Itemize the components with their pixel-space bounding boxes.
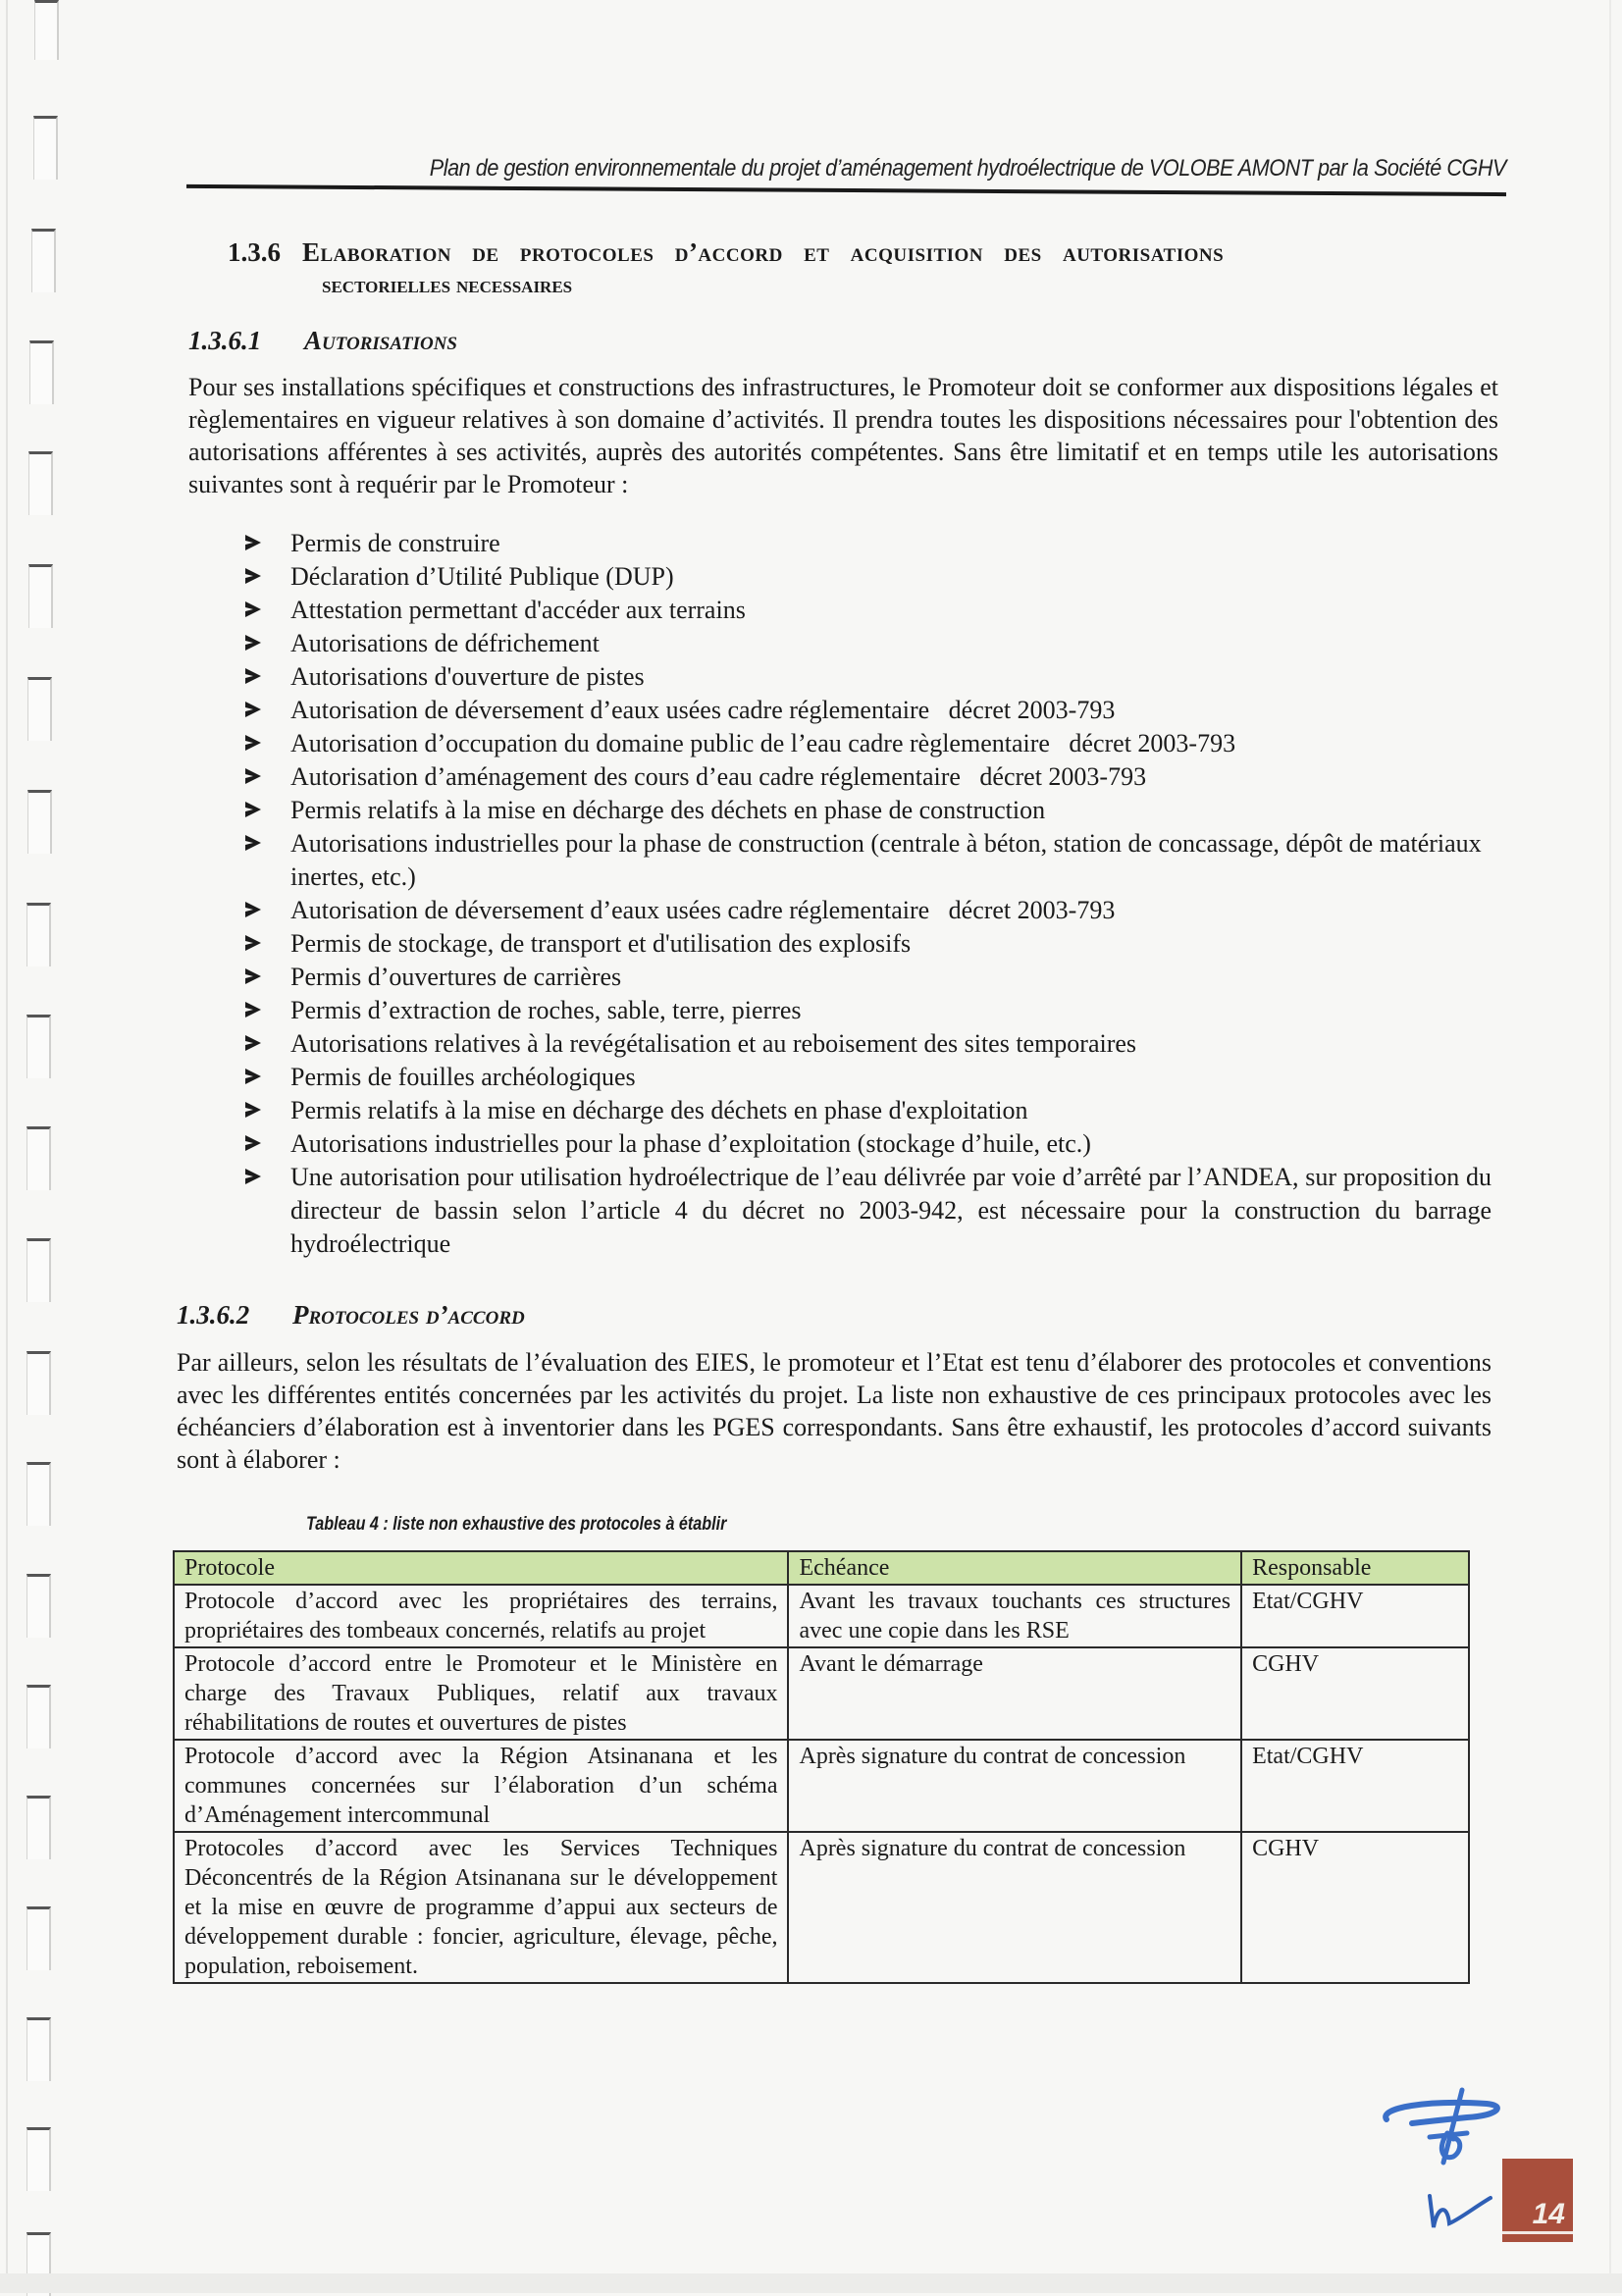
punch-hole <box>26 903 51 966</box>
page-edge-right <box>1609 0 1611 2293</box>
arrow-bullet-icon <box>245 702 261 717</box>
list-item: Autorisations industrielles pour la phase d’exploitation (stockage d’huile, etc.) <box>245 1127 1491 1161</box>
binder-holes <box>0 0 108 2293</box>
arrow-bullet-icon <box>245 668 261 684</box>
punch-hole <box>26 1238 51 1302</box>
handwritten-signature-icon <box>1369 2078 1516 2245</box>
arrow-bullet-icon <box>245 568 261 584</box>
section-title-line2: sectorielles necessaires <box>322 273 573 298</box>
page-edge <box>6 0 8 2293</box>
page-badge-bar <box>1502 2231 1573 2234</box>
cell-responsable: CGHV <box>1241 1832 1469 1983</box>
scan-bottom-strip <box>0 2273 1622 2293</box>
list-item: Autorisations d'ouverture de pistes <box>245 660 1491 694</box>
list-item: Autorisations industrielles pour la phase de construction (centrale à béton, station de concassage, dépôt de matériaux inertes, etc.) <box>245 827 1491 894</box>
page-number-badge <box>1502 2159 1573 2242</box>
list-item: Autorisation de déversement d’eaux usées cadre réglementaire décret 2003-793 <box>245 694 1491 727</box>
table-row <box>174 1740 1469 1832</box>
punch-hole <box>26 1015 51 1078</box>
table-row <box>174 1585 1469 1647</box>
punch-hole <box>33 116 58 180</box>
section-number: 1.3.6 <box>228 237 281 267</box>
punch-hole <box>29 340 54 404</box>
arrow-bullet-icon <box>245 935 261 951</box>
punch-hole <box>28 451 53 515</box>
punch-hole <box>26 1351 51 1415</box>
list-item: Permis d’ouvertures de carrières <box>245 961 1491 994</box>
list-item: Autorisations relatives à la revégétalisation et au reboisement des sites temporaires <box>245 1027 1491 1061</box>
subsection-number: 1.3.6.2 <box>177 1300 250 1330</box>
arrow-bullet-icon <box>245 835 261 851</box>
column-header-protocole: Protocole <box>174 1551 788 1585</box>
cell-protocole: Protocole d’accord avec les propriétaires des terrains, propriétaires des tombeaux concernés, relatifs au projet <box>174 1585 788 1647</box>
punch-hole <box>26 1685 51 1748</box>
arrow-bullet-icon <box>245 635 261 651</box>
header-rule <box>186 184 1506 196</box>
list-item: Une autorisation pour utilisation hydroélectrique de l’eau délivrée par voie d’arrêté par l’ANDEA, sur proposition du directeur de bassin selon l’article 4 du décret no 2003-942, est nécessaire pour la construction du barrage hydroélectrique <box>245 1161 1491 1261</box>
autorisations-list <box>245 527 1491 1261</box>
arrow-bullet-icon <box>245 601 261 617</box>
punch-hole <box>31 229 56 292</box>
punch-hole <box>27 677 52 741</box>
arrow-bullet-icon <box>245 802 261 817</box>
section-title-line1: Elaboration de protocoles d’accord et acquisition des autorisations <box>302 237 1225 267</box>
cell-responsable: Etat/CGHV <box>1241 1740 1469 1832</box>
subsection-title: Protocoles d’accord <box>292 1300 525 1330</box>
list-item: Déclaration d’Utilité Publique (DUP) <box>245 560 1491 594</box>
punch-hole <box>27 790 52 854</box>
list-item: Autorisation d’occupation du domaine public de l’eau cadre règlementaire décret 2003-793 <box>245 727 1491 760</box>
punch-hole <box>26 1462 51 1526</box>
cell-protocole: Protocole d’accord avec la Région Atsinanana et les communes concernées sur l’élaboration d’un schéma d’Aménagement intercommunal <box>174 1740 788 1832</box>
table-row <box>174 1647 1469 1740</box>
subsection-number: 1.3.6.1 <box>188 326 262 355</box>
cell-responsable: CGHV <box>1241 1647 1469 1740</box>
arrow-bullet-icon <box>245 768 261 784</box>
arrow-bullet-icon <box>245 968 261 984</box>
list-item: Permis relatifs à la mise en décharge des déchets en phase de construction <box>245 794 1491 827</box>
running-header: Plan de gestion environnementale du projet d’aménagement hydroélectrique de VOLOBE AMONT par la Société CGHV <box>429 155 1506 182</box>
arrow-bullet-icon <box>245 1035 261 1051</box>
list-item: Permis de fouilles archéologiques <box>245 1061 1491 1094</box>
protocoles-table <box>173 1550 1470 1984</box>
punch-hole <box>26 1796 51 1859</box>
column-header-responsable: Responsable <box>1241 1551 1469 1585</box>
table-caption: Tableau 4 : liste non exhaustive des protocoles à établir <box>306 1514 727 1535</box>
punch-hole <box>26 2017 51 2081</box>
arrow-bullet-icon <box>245 1135 261 1151</box>
autorisations-intro: Pour ses installations spécifiques et constructions des infrastructures, le Promoteur doit se conformer aux dispositions légales et règlementaires en vigueur relatives à son domaine d’activités. Il prendra toutes les dispositions nécessaires pour l'obtention des autorisations afférentes à ses activités, auprès des autorités compétentes. Sans être limitatif et en temps utile les autorisations suivantes sont à requérir par le Promoteur : <box>188 373 1498 498</box>
list-item: Permis de construire <box>245 527 1491 560</box>
page-number: 14 <box>1532 2198 1565 2230</box>
cell-echeance: Avant le démarrage <box>788 1647 1241 1740</box>
punch-hole <box>26 2127 51 2191</box>
column-header-echeance: Echéance <box>788 1551 1241 1585</box>
punch-hole <box>26 1126 51 1190</box>
subsection-heading-protocoles <box>177 1300 525 1331</box>
arrow-bullet-icon <box>245 1069 261 1084</box>
punch-hole <box>26 1906 51 1970</box>
cell-echeance: Après signature du contrat de concession <box>788 1740 1241 1832</box>
list-item: Autorisations de défrichement <box>245 627 1491 660</box>
cell-protocole: Protocoles d’accord avec les Services Techniques Déconcentrés de la Région Atsinanana sur le développement et la mise en œuvre de programme d’appui aux secteurs de développement durable : foncier, agriculture, élevage, pêche, population, reboisement. <box>174 1832 788 1983</box>
punch-hole <box>28 564 53 628</box>
list-item: Autorisation de déversement d’eaux usées cadre réglementaire décret 2003-793 <box>245 894 1491 927</box>
list-item: Permis de stockage, de transport et d'utilisation des explosifs <box>245 927 1491 961</box>
cell-echeance: Avant les travaux touchants ces structures avec une copie dans les RSE <box>788 1585 1241 1647</box>
subsection-heading-autorisations <box>188 326 457 356</box>
arrow-bullet-icon <box>245 1102 261 1118</box>
cell-responsable: Etat/CGHV <box>1241 1585 1469 1647</box>
punch-hole <box>34 0 59 60</box>
cell-echeance: Après signature du contrat de concession <box>788 1832 1241 1983</box>
subsection-title: Autorisations <box>304 326 457 355</box>
table-row <box>174 1832 1469 1983</box>
arrow-bullet-icon <box>245 902 261 917</box>
arrow-bullet-icon <box>245 1002 261 1018</box>
section-heading <box>228 235 1503 302</box>
arrow-bullet-icon <box>245 735 261 751</box>
list-item: Permis d’extraction de roches, sable, terre, pierres <box>245 994 1491 1027</box>
punch-hole <box>26 1574 51 1638</box>
list-item: Autorisation d’aménagement des cours d’eau cadre réglementaire décret 2003-793 <box>245 760 1491 794</box>
arrow-bullet-icon <box>245 1169 261 1184</box>
cell-protocole: Protocole d’accord entre le Promoteur et le Ministère en charge des Travaux Publiques, relatif aux travaux réhabilitations de routes et ouvertures de pistes <box>174 1647 788 1740</box>
protocoles-intro: Par ailleurs, selon les résultats de l’évaluation des EIES, le promoteur et l’Etat est tenu d’élaborer des protocoles et conventions avec les différentes entités concernées par les activités du projet. La liste non exhaustive de ces principaux protocoles avec les échéanciers d’élaboration est à inventorier dans les PGES correspondants. Sans être exhaustif, les protocoles d’accord suivants sont à élaborer : <box>177 1348 1491 1474</box>
list-item: Permis relatifs à la mise en décharge des déchets en phase d'exploitation <box>245 1094 1491 1127</box>
list-item: Attestation permettant d'accéder aux terrains <box>245 594 1491 627</box>
arrow-bullet-icon <box>245 535 261 550</box>
table-header-row <box>174 1551 1469 1585</box>
